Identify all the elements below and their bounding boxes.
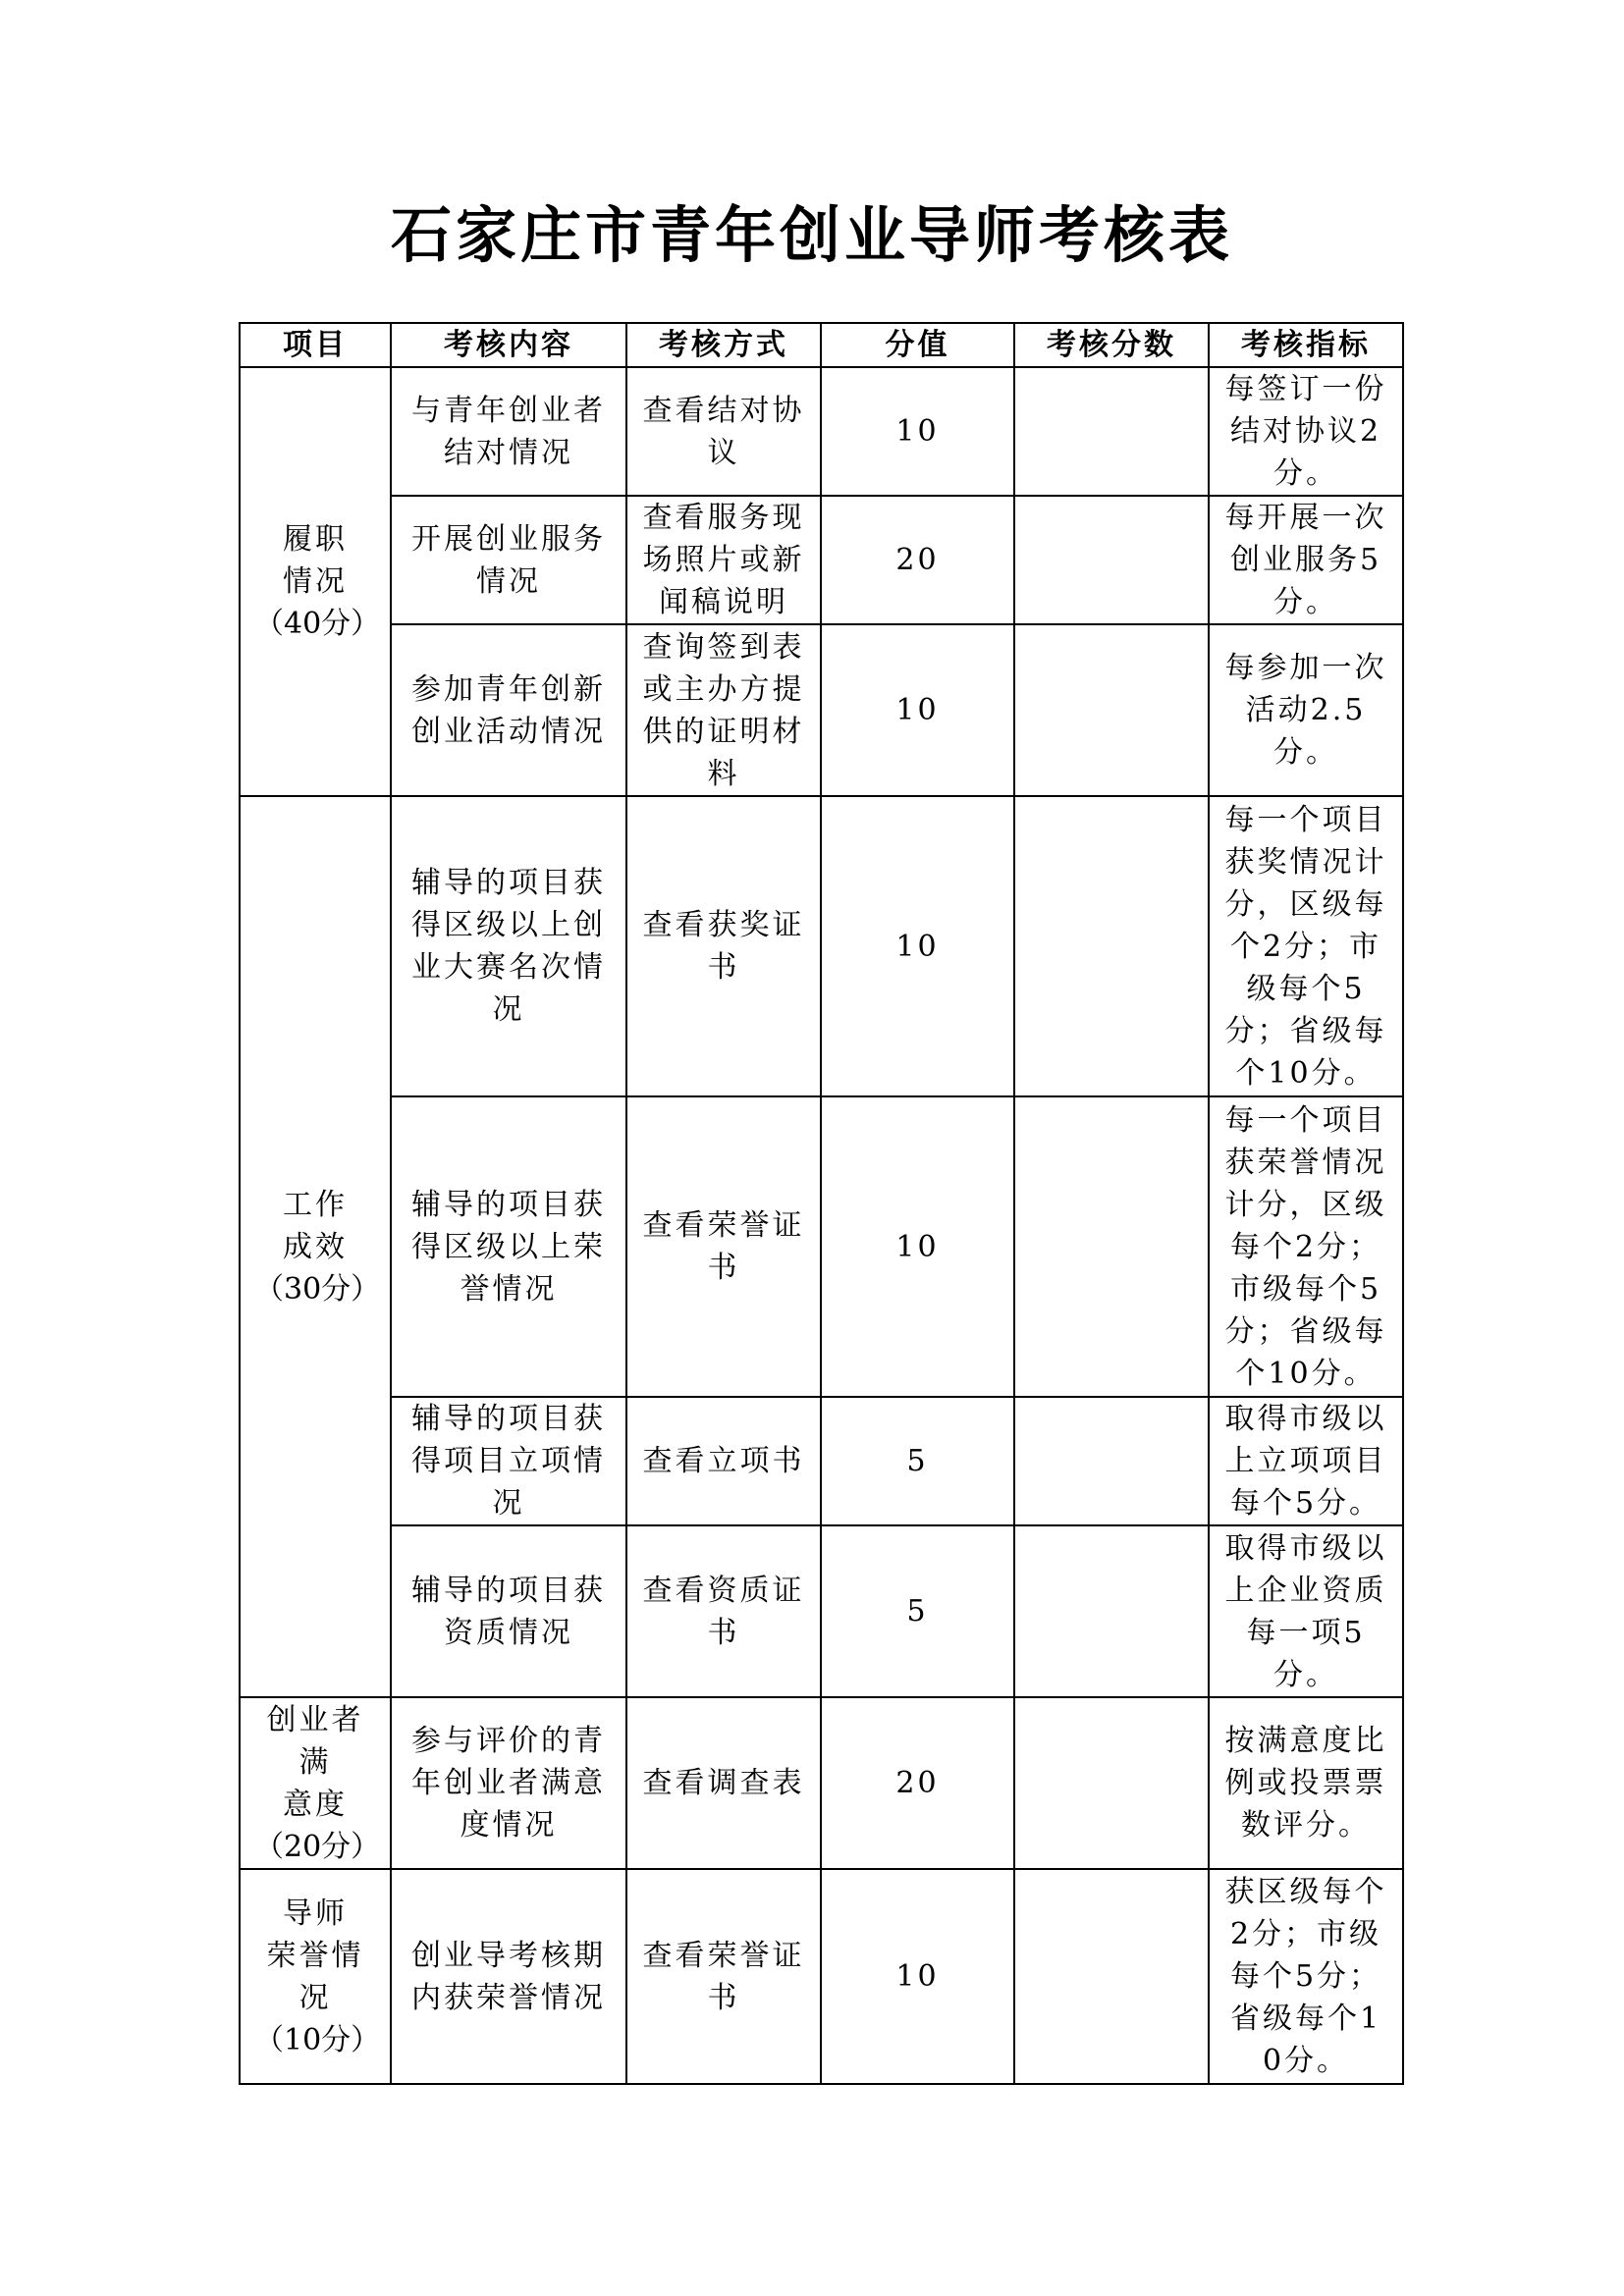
category-name: 工作 xyxy=(283,1187,348,1222)
method-cell: 查看获奖证书 xyxy=(626,796,821,1096)
content-cell: 创业导考核期内获荣誉情况 xyxy=(391,1869,626,2084)
content-cell: 开展创业服务情况 xyxy=(391,496,626,624)
category-name: 情况 xyxy=(283,564,348,599)
result-cell xyxy=(1014,496,1209,624)
content-cell: 辅导的项目获得项目立项情况 xyxy=(391,1397,626,1525)
score-cell: 10 xyxy=(821,1096,1014,1397)
category-points: （40分） xyxy=(254,607,381,641)
table-row xyxy=(240,796,1403,1096)
score-cell: 10 xyxy=(821,796,1014,1096)
score-cell: 10 xyxy=(821,1869,1014,2084)
content-cell: 参与评价的青年创业者满意度情况 xyxy=(391,1697,626,1869)
indicator-cell: 取得市级以上企业资质每一项5分。 xyxy=(1209,1525,1403,1697)
method-cell: 查看荣誉证书 xyxy=(626,1096,821,1397)
indicator-cell: 每一个项目获奖情况计分，区级每个2分；市级每个5分；省级每个10分。 xyxy=(1209,796,1403,1096)
indicator-cell: 按满意度比例或投票票数评分。 xyxy=(1209,1697,1403,1869)
header-content: 考核内容 xyxy=(391,323,626,367)
result-cell xyxy=(1014,1096,1209,1397)
page-title: 石家庄市青年创业导师考核表 xyxy=(390,199,1233,271)
score-cell: 20 xyxy=(821,496,1014,624)
result-cell xyxy=(1014,1869,1209,2084)
result-cell xyxy=(1014,624,1209,796)
score-cell: 10 xyxy=(821,624,1014,796)
category-cell xyxy=(240,796,391,1697)
result-cell xyxy=(1014,796,1209,1096)
result-cell xyxy=(1014,1525,1209,1697)
table-row xyxy=(240,367,1403,496)
category-points: （20分） xyxy=(254,1829,381,1864)
table-row xyxy=(240,1525,1403,1697)
method-cell: 查看荣誉证书 xyxy=(626,1869,821,2084)
category-cell xyxy=(240,1697,391,1869)
category-cell xyxy=(240,367,391,796)
result-cell xyxy=(1014,1397,1209,1525)
content-cell: 参加青年创新创业活动情况 xyxy=(391,624,626,796)
assessment-table xyxy=(239,322,1404,2085)
category-points: （10分） xyxy=(254,2022,381,2057)
category-name: 导师 xyxy=(283,1896,348,1931)
method-cell: 查询签到表或主办方提供的证明材料 xyxy=(626,624,821,796)
header-project: 项目 xyxy=(240,323,391,367)
method-cell: 查看结对协议 xyxy=(626,367,821,496)
table-row xyxy=(240,1397,1403,1525)
category-name: 创业者满 xyxy=(266,1702,364,1780)
score-cell: 5 xyxy=(821,1397,1014,1525)
table-row xyxy=(240,624,1403,796)
content-cell: 辅导的项目获资质情况 xyxy=(391,1525,626,1697)
category-cell xyxy=(240,1869,391,2084)
header-indicator: 考核指标 xyxy=(1209,323,1403,367)
score-cell: 20 xyxy=(821,1697,1014,1869)
category-name: 成效 xyxy=(283,1229,348,1264)
content-cell: 辅导的项目获得区级以上荣誉情况 xyxy=(391,1096,626,1397)
content-cell: 与青年创业者结对情况 xyxy=(391,367,626,496)
header-score: 分值 xyxy=(821,323,1014,367)
result-cell xyxy=(1014,1697,1209,1869)
category-name: 履职 xyxy=(283,522,348,557)
score-cell: 10 xyxy=(821,367,1014,496)
category-points: （30分） xyxy=(254,1271,381,1307)
header-row xyxy=(240,323,1403,367)
indicator-cell: 每签订一份结对协议2分。 xyxy=(1209,367,1403,496)
category-name: 荣誉情况 xyxy=(266,1938,364,2015)
method-cell: 查看立项书 xyxy=(626,1397,821,1525)
category-name: 意度 xyxy=(283,1787,348,1822)
table-row xyxy=(240,1869,1403,2084)
indicator-cell: 每参加一次活动2.5分。 xyxy=(1209,624,1403,796)
indicator-cell: 获区级每个2分；市级每个5分；省级每个10分。 xyxy=(1209,1869,1403,2084)
score-cell: 5 xyxy=(821,1525,1014,1697)
method-cell: 查看服务现场照片或新闻稿说明 xyxy=(626,496,821,624)
indicator-cell: 每一个项目获荣誉情况计分，区级每个2分；市级每个5分；省级每个10分。 xyxy=(1209,1096,1403,1397)
method-cell: 查看资质证书 xyxy=(626,1525,821,1697)
table-row xyxy=(240,1697,1403,1869)
result-cell xyxy=(1014,367,1209,496)
indicator-cell: 取得市级以上立项项目每个5分。 xyxy=(1209,1397,1403,1525)
table-row xyxy=(240,496,1403,624)
header-result: 考核分数 xyxy=(1014,323,1209,367)
table-body xyxy=(240,367,1403,2084)
table-row xyxy=(240,1096,1403,1397)
table-header xyxy=(240,323,1403,367)
method-cell: 查看调查表 xyxy=(626,1697,821,1869)
content-cell: 辅导的项目获得区级以上创业大赛名次情况 xyxy=(391,796,626,1096)
header-method: 考核方式 xyxy=(626,323,821,367)
indicator-cell: 每开展一次创业服务5分。 xyxy=(1209,496,1403,624)
